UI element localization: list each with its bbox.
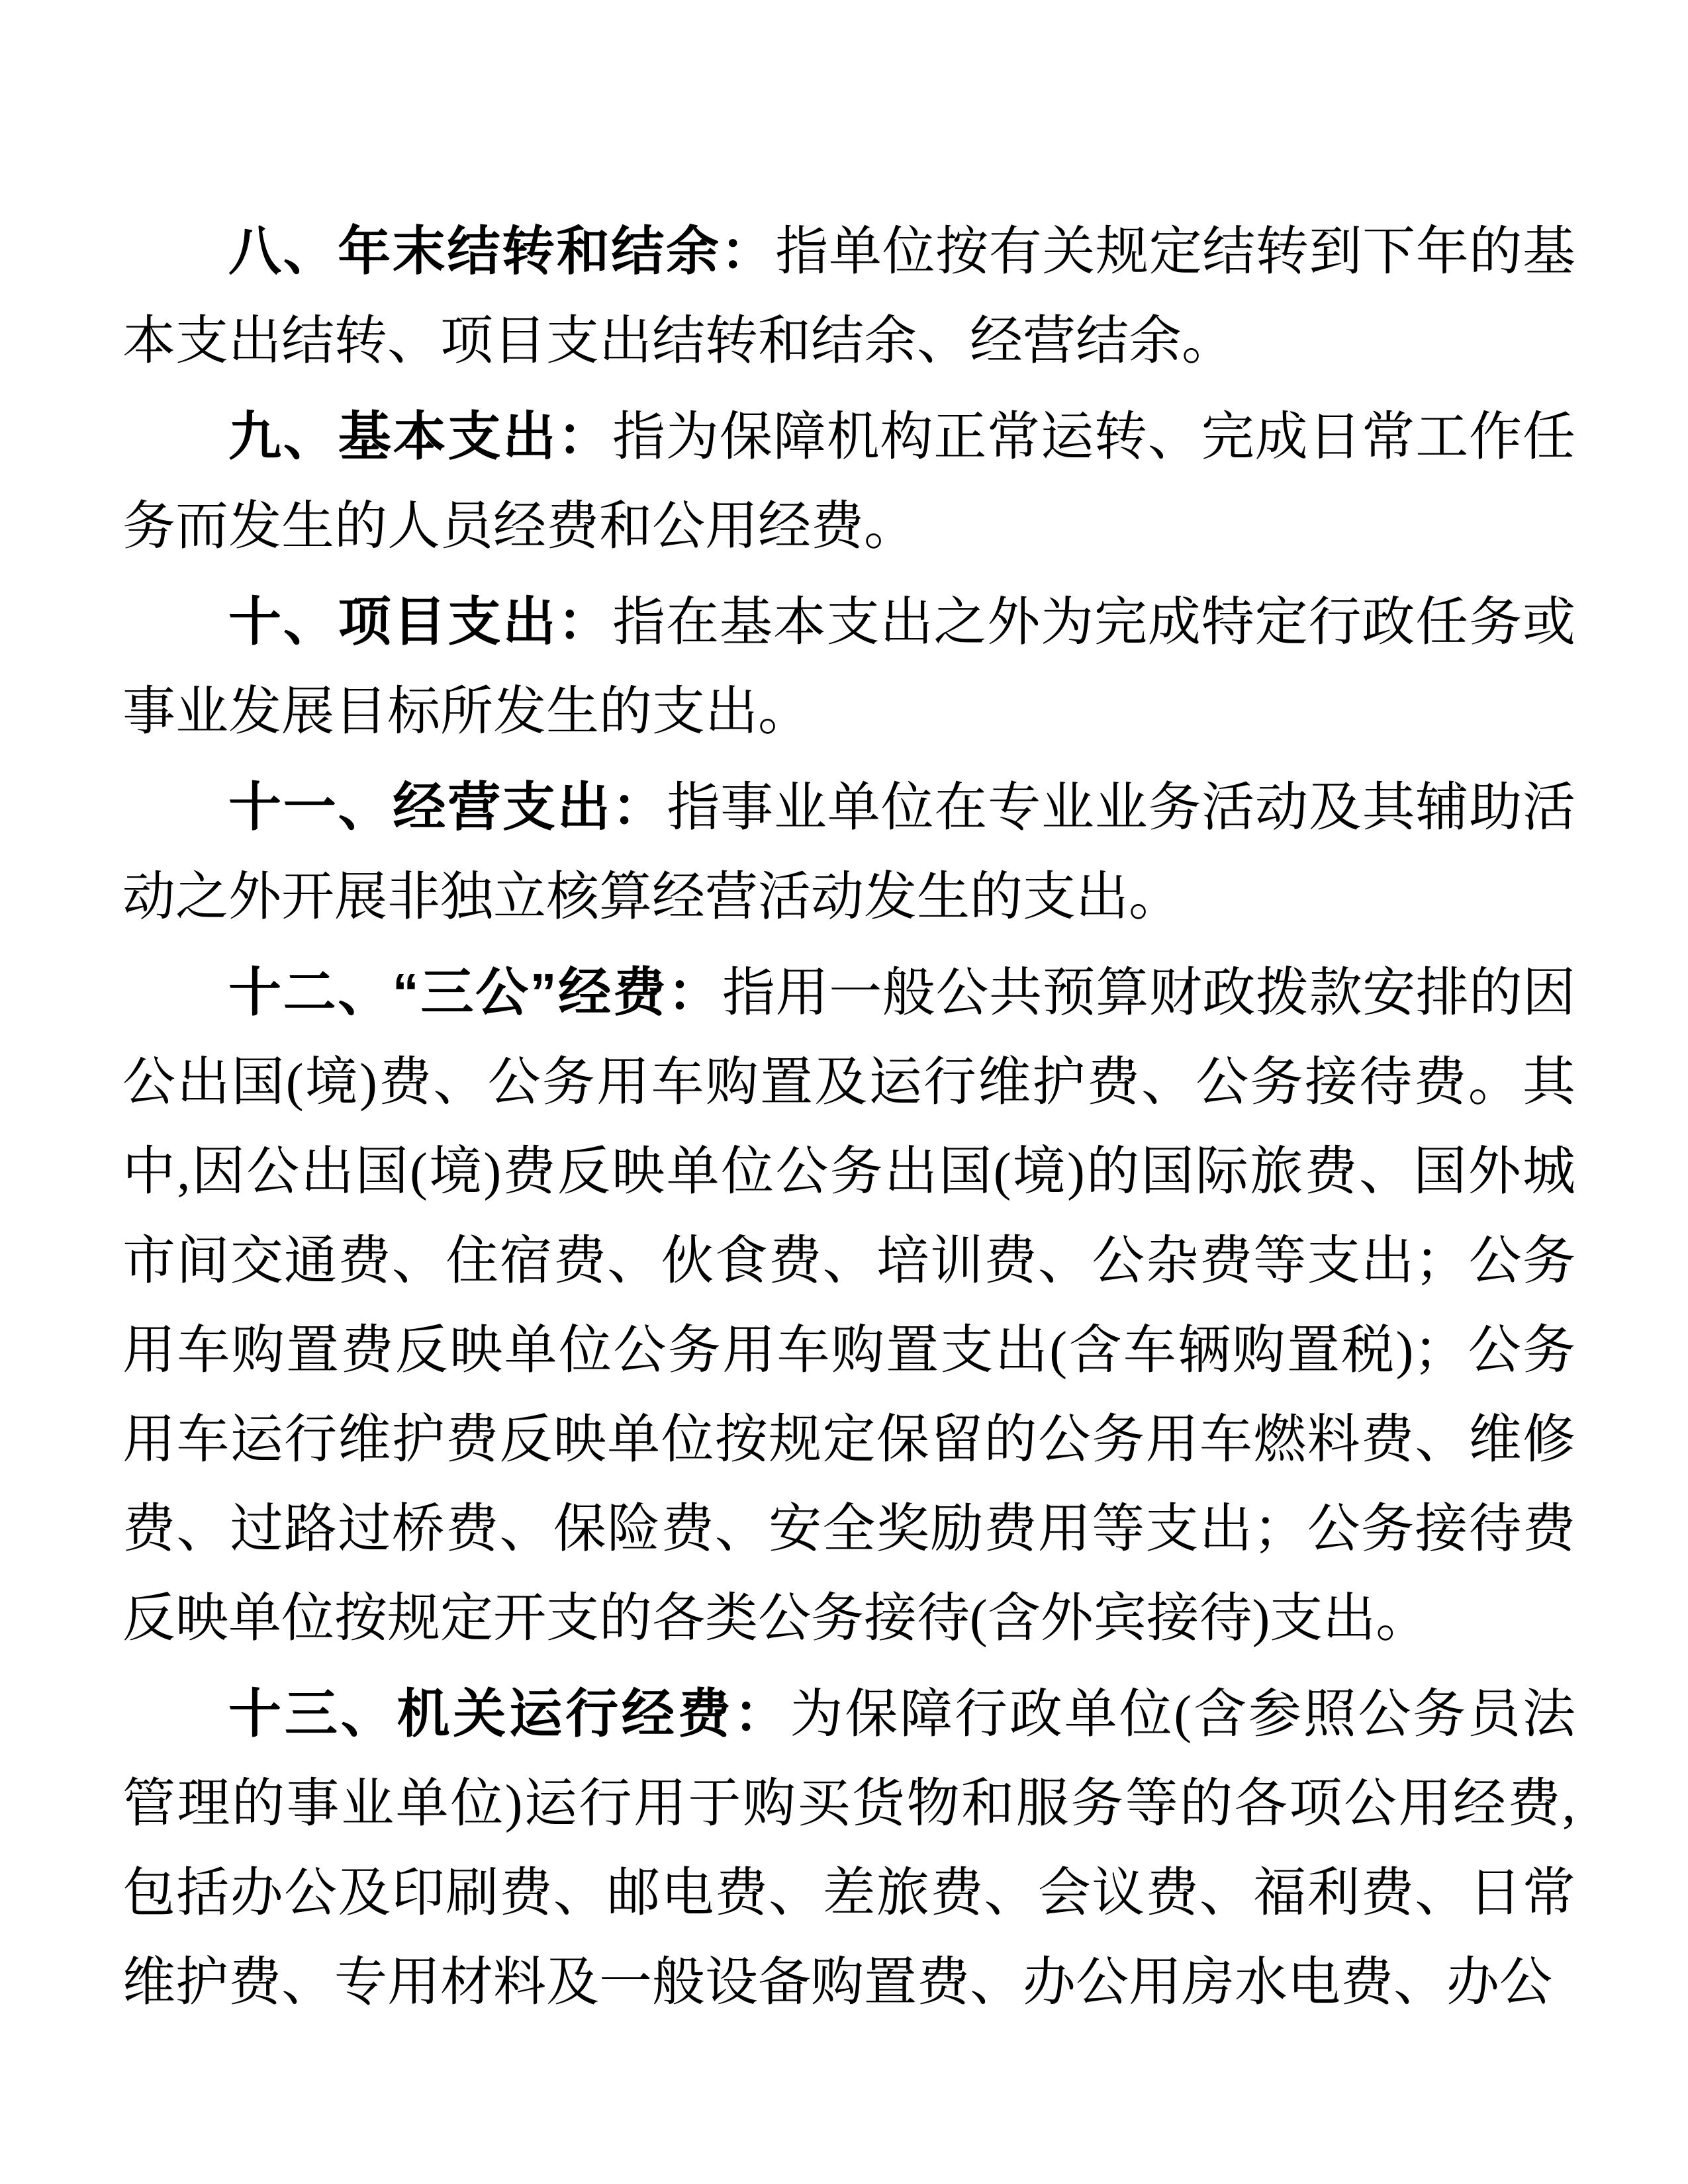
paragraph-lead: 九、基本支出： — [228, 407, 613, 466]
document-body — [122, 206, 1575, 2028]
paragraph-lead: 十、项目支出： — [228, 592, 613, 651]
paragraph-body: 指用一般公共预算财政拨款安排的因公出国(境)费、公务用车购置及运行维护费、公务接待费。其中,因公出国(境)费反映单位公务出国(境)的国际旅费、国外城市间交通费、住宿费、伙食费、培训费、公杂费等支出；公务用车购置费反映单位公务用车购置支出(含车辆购置税)；公务用车运行维护费反映单位按规定保留的公务用车燃料费、维修费、过路过桥费、保险费、安全奖励费用等支出；公务接待费反映单位按规定开支的各类公务接待(含外宾接待)支出。 — [122, 964, 1575, 1648]
para-project-expenditure — [122, 577, 1575, 757]
paragraph-body: 指事业单位在专业业务活动及其辅助活动之外开展非独立核算经营活动发生的支出。 — [122, 779, 1576, 927]
paragraph-lead: 八、年末结转和结余： — [228, 222, 776, 281]
para-agency-operating-funds — [122, 1669, 1575, 2028]
para-basic-expenditure — [122, 392, 1575, 572]
paragraph-lead: 十三、机关运行经费： — [228, 1684, 790, 1743]
paragraph-lead: 十二、“三公”经费： — [228, 963, 722, 1022]
paragraph-body: 为保障行政单位(含参照公务员法管理的事业单位)运行用于购买货物和服务等的各项公用经费,包括办公及印刷费、邮电费、差旅费、会议费、福利费、日常维护费、专用材料及一般设备购置费、办公用房水电费、办公 — [122, 1686, 1576, 2012]
paragraph-body: 指在基本支出之外为完成特定行政任务或事业发展目标所发生的支出。 — [122, 594, 1575, 741]
para-three-public-funds — [122, 948, 1575, 1664]
paragraph-body: 指为保障机构正常运转、完成日常工作任务而发生的人员经费和公用经费。 — [122, 408, 1575, 556]
paragraph-lead: 十一、经营支出： — [228, 778, 667, 837]
para-year-end-carryover — [122, 206, 1575, 387]
paragraph-body: 指单位按有关规定结转到下年的基本支出结转、项目支出结转和结余、经营结余。 — [122, 223, 1575, 371]
para-operating-expenditure — [122, 762, 1575, 942]
